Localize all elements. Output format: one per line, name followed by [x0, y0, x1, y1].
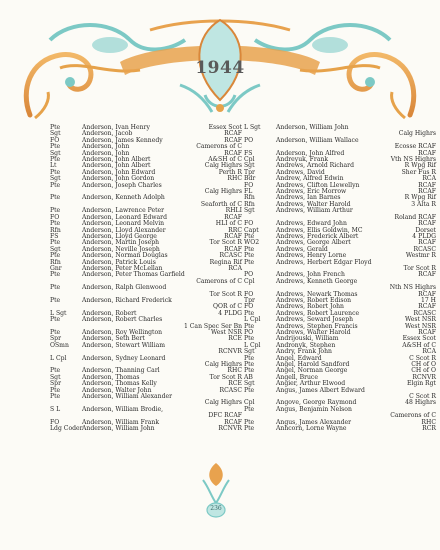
entry-rank: FO	[50, 213, 60, 221]
entry-name: Anderson, Walter John	[82, 386, 152, 394]
entry-rank: Pte	[50, 239, 61, 247]
entry-unit: RCE	[228, 335, 242, 343]
entry-rank: Pte	[50, 181, 61, 189]
entry-rank: Pte	[244, 425, 255, 433]
entry-unit: RCNVR	[218, 348, 242, 356]
entry-rank: FO	[244, 303, 254, 311]
entry-name: Anderson, John	[82, 149, 130, 157]
entry-unit: Essex Scot	[208, 124, 242, 131]
entry-name: Angel, Norman George	[276, 367, 348, 375]
entry-name: Andrews, Newark Thomas	[276, 290, 358, 298]
entry-rank: FS	[244, 149, 253, 157]
entry-unit: A&SH of C	[402, 341, 436, 349]
entry-rank: S L	[50, 405, 61, 413]
entry-name: Anderson, Lawrence Peter	[82, 207, 165, 215]
entry-rank: Pte	[50, 168, 61, 176]
entry-name: Anderson, Peter Thomas Garfield	[82, 271, 185, 279]
entry-name: Anderson, Joseph Charles	[82, 181, 162, 189]
entry-rank: Pte	[244, 405, 255, 413]
page-number: 236	[210, 505, 222, 512]
entry-unit: RCAF	[418, 188, 436, 196]
entry-unit: RCA	[228, 264, 242, 272]
entry-rank: FO	[50, 418, 60, 426]
entry-rank: Pte	[50, 143, 61, 151]
entry-unit: West NSR	[405, 316, 436, 324]
entry-unit: RCAF	[224, 136, 242, 144]
entry-name: Anderson, Jacob	[82, 130, 133, 138]
right-column-list	[244, 125, 436, 433]
entry-unit: RCAF	[224, 213, 242, 221]
entry-rank: Pte	[50, 194, 61, 202]
entry-rank: Pte	[50, 316, 61, 324]
entry-rank: Pte	[50, 367, 61, 375]
entry-name: Andrews, Walter Harold	[276, 329, 351, 336]
entry-name: Anderson, William Alexander	[82, 393, 173, 401]
entry-rank: PO	[244, 136, 254, 144]
entry-name: Andrews, John French	[276, 271, 345, 279]
entry-unit: Dorset	[415, 226, 436, 234]
entry-rank: Rfn	[50, 226, 61, 234]
entry-unit: 1 Can Spec Ser Bn	[183, 322, 242, 330]
entry-rank: Capt	[244, 226, 259, 234]
entry-name: Angell, Bruce	[276, 373, 318, 381]
entry-name: Anderson, Patrick Louis	[82, 258, 156, 266]
entry-unit: R Wpg Rif	[404, 194, 436, 202]
entry-unit: QOR of C	[212, 303, 242, 311]
entry-rank: Pte	[50, 220, 61, 228]
entry-name: Anderson, Richard Frederick	[82, 296, 172, 304]
entry-name: Andrews, Stephen Francis	[276, 322, 358, 330]
entry-name: Andrijouski, William	[276, 335, 339, 343]
entry-rank: Pte	[50, 124, 61, 131]
entry-rank: Pte	[50, 393, 61, 401]
entry-name: Anhcorn, Lorne Wayne	[276, 425, 347, 433]
entry-rank: FL	[244, 188, 253, 196]
entry-unit: RCE	[228, 380, 242, 388]
entry-rank: Sgt	[244, 380, 255, 388]
entry-name: Anderson, William John	[82, 425, 155, 433]
entry-rank: L Sgt	[244, 124, 261, 131]
entry-unit: Vth NS Highrs	[390, 156, 436, 164]
entry-rank: PO	[244, 271, 254, 279]
entry-rank: Cpl	[244, 277, 255, 285]
entry-rank: PO	[244, 329, 254, 336]
entry-unit: HLI of C	[215, 220, 242, 228]
entry-rank: FO	[244, 290, 254, 298]
entry-rank: Pte	[244, 258, 255, 266]
entry-name: Andrews, Gerald	[276, 245, 328, 253]
entry-name: Andrews, Ian Barnes	[276, 194, 341, 202]
entry-unit: CH of O	[411, 367, 436, 375]
entry-rank: Pte	[50, 386, 61, 394]
entry-unit: RHC	[227, 175, 242, 183]
entry-name: Anderson, Norman Douglas	[82, 252, 168, 260]
entry-name: Angus, James Alexander	[276, 418, 352, 426]
entry-name: Anderson, John Edward	[82, 168, 156, 176]
entry-unit: RCAF	[418, 271, 436, 279]
entry-unit: RHC	[227, 367, 242, 375]
entry-name: Andrews, Frederick Albert	[276, 232, 359, 240]
entry-name: Andronyk, Stephen	[276, 341, 336, 349]
entry-name: Anderson, John	[82, 143, 130, 151]
entry-name: Andrews, Robert John	[276, 303, 344, 311]
entry-unit: Essex Scot	[402, 335, 436, 343]
entry-name: Angus, Benjamin Nelson	[276, 405, 352, 413]
entry-row	[50, 426, 242, 432]
entry-name: Anderson, Martin Joseph	[82, 239, 160, 247]
entry-unit: Camerons of C	[196, 143, 242, 151]
entry-name: Anderson, Lloyd Alexander	[82, 226, 166, 234]
entry-name: Andrews, Robert Edison	[276, 296, 352, 304]
entry-unit: Camerons of C	[390, 412, 436, 420]
entry-name: Anderson, Leonard Edward	[82, 213, 167, 221]
entry-rank: L Cpl	[244, 316, 261, 324]
entry-rank: Spr	[50, 335, 61, 343]
entry-rank: Pte	[244, 354, 255, 362]
entry-name: Andrews, Robert Laurence	[276, 309, 360, 317]
entry-unit: 3 Alta R	[411, 200, 436, 208]
entry-name: Andrew, Alfred Edwin	[276, 175, 344, 183]
entry-rank: AB	[244, 373, 253, 381]
entry-rank: FO	[244, 220, 254, 228]
entry-name: Anderson, Thomas	[82, 373, 140, 381]
entry-rank: Sgt	[50, 149, 61, 157]
footer-ornament	[195, 458, 237, 528]
entry-rank: Sgt	[244, 348, 255, 356]
entry-unit: Calg Highrs	[204, 399, 242, 407]
entry-rank: Cpl	[244, 156, 255, 164]
entry-unit: Tor Scot R	[209, 290, 242, 298]
entry-unit: Tor Scot R	[403, 264, 436, 272]
entry-rank: Pte	[50, 271, 61, 279]
entry-unit: RCAF	[224, 149, 242, 157]
entry-rank: Sgt	[50, 245, 61, 253]
entry-unit: Westmr R	[405, 252, 436, 260]
entry-unit: RCASC	[413, 245, 436, 253]
entry-name: Andrews, David	[276, 168, 325, 176]
entry-rank: Pte	[50, 329, 61, 336]
entry-unit: RCA	[422, 175, 436, 183]
entry-unit: R Wpg Rif	[404, 162, 436, 170]
entry-rank: Pte	[244, 245, 255, 253]
entry-unit: Regina Rif	[209, 258, 242, 266]
entry-unit: 48 Highrs	[405, 399, 436, 407]
entry-name: Anderson, Lloyd George	[82, 232, 157, 240]
entry-rank: FS	[50, 232, 59, 240]
entry-name: Anderson, Stewart William	[82, 341, 166, 349]
entry-unit: Sher Fus R	[401, 168, 436, 176]
entry-rank: Tpr	[244, 168, 255, 176]
entry-unit: C Scot R	[409, 354, 436, 362]
entry-name: Anderson, John Gordon	[82, 175, 155, 183]
entry-unit: RCNVR	[412, 373, 436, 381]
entry-name: Anderson, Thanning Carl	[82, 367, 160, 375]
entry-rank: L Cpl	[244, 341, 261, 349]
entry-rank: Rfn	[244, 200, 255, 208]
entry-unit: RCAF	[224, 245, 242, 253]
entry-name: Andrews, Walter Harold	[276, 200, 351, 208]
entry-name: Andrews, Eric Morrow	[276, 188, 347, 196]
entry-rank: Ldg Coder	[50, 425, 83, 433]
entry-name: Anderson, Kenneth Adolph	[82, 194, 165, 202]
entry-rank: Pte	[50, 284, 61, 292]
entry-rank: Lt	[50, 162, 57, 170]
entry-rank: L Sgt	[50, 309, 67, 317]
entry-rank: Spr	[50, 380, 61, 388]
left-scroll-ornament	[26, 25, 185, 118]
entry-name: Andry, Frank John	[276, 348, 332, 356]
entry-unit: RCAF	[418, 239, 436, 247]
entry-unit: Elgin Rgt	[406, 380, 436, 388]
entry-rank: Pte	[50, 207, 61, 215]
entry-name: Anderson, Ralph Glenwood	[82, 284, 167, 292]
entry-rank: Pte	[244, 367, 255, 375]
entry-rank: Pte	[244, 386, 255, 394]
entry-rank: Sgt	[50, 130, 61, 138]
entry-rank: Pte	[244, 322, 255, 330]
entry-unit: Calg Highrs	[204, 188, 242, 196]
entry-rank: Pte	[50, 252, 61, 260]
entry-name: Andrews, Herbert Edgar Floyd	[276, 258, 372, 266]
entry-name: Angier, Arthur Elwood	[276, 380, 346, 388]
entry-rank: FO	[50, 136, 60, 144]
entry-unit: RCAF	[418, 220, 436, 228]
entry-name: Anderson, William John	[276, 124, 349, 131]
entry-unit: CH of O	[411, 361, 436, 369]
entry-unit: Tor Scot R	[209, 373, 242, 381]
entry-rank: Bdr	[244, 175, 256, 183]
entry-unit: DFC RCAF	[208, 412, 242, 420]
entry-unit: Nth NS Highrs	[389, 284, 436, 292]
entry-unit: West NSR	[405, 322, 436, 330]
entry-row	[244, 426, 436, 432]
entry-rank: Rfn	[50, 258, 61, 266]
entry-name: Andrews, Arnold Richard	[276, 162, 354, 170]
entry-unit: RCAF	[418, 329, 436, 336]
entry-name: Andrews, George Albert	[276, 239, 351, 247]
entry-name: Anderson, William Frank	[82, 418, 160, 426]
entry-unit: RRC	[228, 226, 242, 234]
entry-unit: RCR	[422, 425, 436, 433]
entry-unit: RCAF	[418, 149, 436, 157]
entry-rank: Sgt	[244, 207, 255, 215]
entry-rank: Sgt	[244, 162, 255, 170]
entry-unit: Camerons of C	[196, 277, 242, 285]
entry-name: Anderson, John Alfred	[276, 149, 345, 157]
entry-name: Anderson, Robert Charles	[82, 316, 163, 324]
entry-name: Andrews, Kenneth George	[276, 277, 358, 285]
entry-rank: Pte	[244, 418, 255, 426]
entry-rank: Pte	[244, 361, 255, 369]
entry-unit: RHC	[421, 418, 436, 426]
entry-name: Anderson, Peter McLellan	[82, 264, 163, 272]
entry-rank: Gnr	[50, 264, 62, 272]
entry-unit: Tor Scot R	[209, 239, 242, 247]
entry-unit: Calg Highrs	[204, 361, 242, 369]
entry-unit: West NSR	[211, 329, 242, 336]
entry-name: Angel, Edward	[276, 354, 322, 362]
entry-name: Andrews, Edward John	[276, 220, 347, 228]
entry-unit: RCASC	[219, 252, 242, 260]
entry-unit: 4 PLDG	[412, 232, 436, 240]
entry-unit: RCAF	[418, 181, 436, 189]
entry-unit: RCAF	[224, 232, 242, 240]
entry-name: Anderson, Thomas Kelly	[82, 380, 157, 388]
entry-unit: Roland RCAF	[394, 213, 436, 221]
entry-name: Anderson, William Brodie,	[82, 405, 164, 413]
entry-unit: 4 PLDG	[218, 309, 242, 317]
entry-unit: RHLI	[225, 207, 242, 215]
entry-unit: A&SH of C	[208, 156, 242, 164]
entry-rank: WO2	[244, 239, 260, 247]
entry-unit: Ecosse RCAF	[394, 143, 436, 151]
entry-rank: FO	[244, 181, 254, 189]
entry-unit: RCAF	[224, 130, 242, 138]
entry-rank: Pte	[244, 252, 255, 260]
entry-name: Anderson, James Kennedy	[82, 136, 163, 144]
entry-rank: Pte	[50, 156, 61, 164]
entry-rank: Sgt	[50, 373, 61, 381]
entry-unit: Calg Highrs	[204, 162, 242, 170]
entry-unit: RCAF	[224, 418, 242, 426]
entry-rank: Pte	[244, 232, 255, 240]
entry-name: Anderson, Ivan Henry	[82, 124, 150, 131]
right-scroll-ornament	[255, 25, 414, 118]
entry-unit: RCAF	[418, 303, 436, 311]
entry-rank: Rfn	[244, 194, 255, 202]
entry-name: Angove, George Raymond	[276, 399, 357, 407]
entry-name: Andrews, Clifton Llewellyn	[276, 181, 360, 189]
entry-unit: RCASC	[413, 309, 436, 317]
entry-name: Andrews, Seward Joseph	[276, 316, 354, 324]
entry-name: Anderson, John Albert	[82, 162, 151, 170]
entry-rank: OSmn	[50, 341, 69, 349]
entry-rank: Pte	[50, 296, 61, 304]
entry-unit: Seaforth of C	[200, 200, 242, 208]
entry-name: Anderson, Robert	[82, 309, 137, 317]
entry-rank: Cpl	[244, 399, 255, 407]
entry-unit: RCAF	[418, 290, 436, 298]
entry-name: Anderson, Roy Wellington	[82, 329, 163, 336]
entry-unit: RCA	[422, 348, 436, 356]
entry-unit: Perth R	[218, 168, 242, 176]
entry-name: Anderson, Seth Bert	[82, 335, 145, 343]
entry-unit: RCASC	[219, 386, 242, 394]
entry-name: Anderson, Neville Joseph	[82, 245, 160, 253]
entry-name: Andrews, Henry Lorne	[276, 252, 347, 260]
left-column-list	[50, 125, 242, 433]
entry-rank: Pte	[244, 309, 255, 317]
entry-name: Anderson, John Albert	[82, 156, 151, 164]
entry-name: Anderson, Leonard Melvin	[82, 220, 165, 228]
entry-name: Andreyuk, Frank	[276, 156, 329, 164]
entry-unit: RCNVR	[218, 425, 242, 433]
entry-unit: C Scot R	[409, 393, 436, 401]
entry-rank: Tpr	[244, 296, 255, 304]
entry-name: Anderson, Sydney Leonard	[82, 354, 166, 362]
entry-unit: Calg Highrs	[398, 130, 436, 138]
entry-name: Angel, Harold Sandford	[276, 361, 350, 369]
year-title: 1944	[195, 58, 245, 78]
entry-name: Angus, James Albert Edward	[276, 386, 365, 394]
entry-name: Andrews, William Arthur	[276, 207, 353, 215]
entry-rank: L Cpl	[50, 354, 67, 362]
entry-unit: 17 H	[420, 296, 436, 304]
entry-name: Anderson, William Wallace	[276, 136, 359, 144]
entry-name: Andrews, Ellis Goldwin, MC	[276, 226, 363, 234]
entry-rank: Sgt	[50, 175, 61, 183]
entry-rank: Pte	[244, 335, 255, 343]
